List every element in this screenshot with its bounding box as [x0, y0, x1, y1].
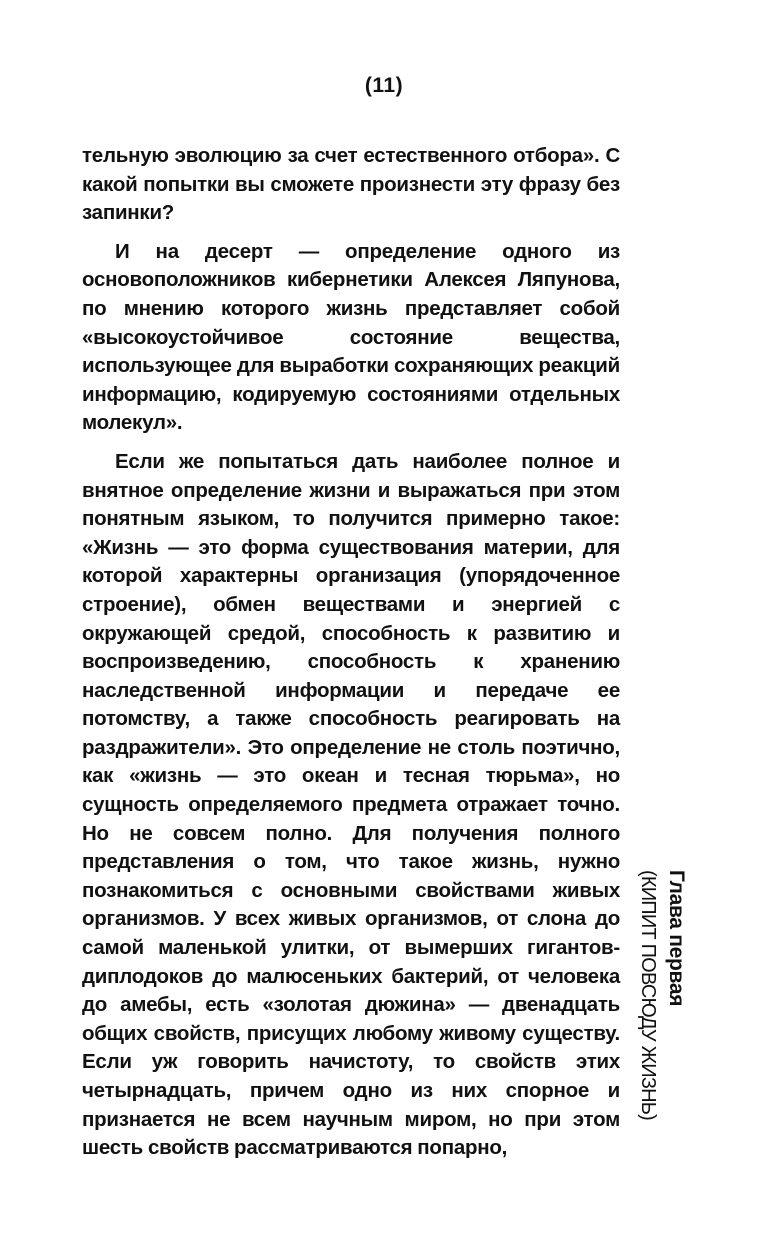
paragraph-continuation: тельную эволюцию за счет естественного отбора». С какой попытки вы сможете произнести эту фразу без запинки?: [82, 144, 620, 225]
running-head-chapter: Глава первая: [665, 870, 688, 1007]
paragraph-lyapunov-definition: И на десерт — определение одного из основоположников кибернетики Алексея Ляпунова, по мнению которого жизнь представляет собой «высокоустойчивое состояние вещества, использующее для выработки сохраняющих реакций информацию, кодируемую состояниями отдельных молекул».: [82, 239, 620, 435]
running-head-subtitle: (КИПИТ ПОВСЮДУ ЖИЗНЬ): [637, 870, 659, 1120]
paragraph-full-definition: Если же попытаться дать наиболее полное и внятное определение жизни и выражаться при этом понятным языком, то получится примерно такое: «Жизнь — это форма существования материи, для которой характерны организация (упорядоченное строение), обмен веществами и энергией с окружающей средой, способность к развитию и воспроизведению, способность к хранению наследственной информации и передаче ее потомству, а также способность реагировать на раздражители». Это определение не столь поэтично, как «жизнь — это океан и тесная тюрьма», но сущность определяемого предмета отражает точно. Но не совсем полно. Для получения полного представления о том, что такое жизнь, нужно познакомиться с основными свойствами живых организмов. У всех живых организмов, от слона до самой маленькой улитки, от вымерших гигантов-диплодоков до малюсеньких бактерий, от человека до амебы, есть «золотая дюжина» — двенадцать общих свойств, присущих любому живому существу. Если уж говорить начистоту, то свойств этих четырнадцать, причем одно из них спорное и признается не всем научным миром, но при этом шесть свойств рассматриваются попарно,: [82, 449, 620, 1160]
running-head: [628, 870, 690, 1120]
page-number: (11): [364, 74, 404, 97]
body-text: [82, 142, 620, 1173]
